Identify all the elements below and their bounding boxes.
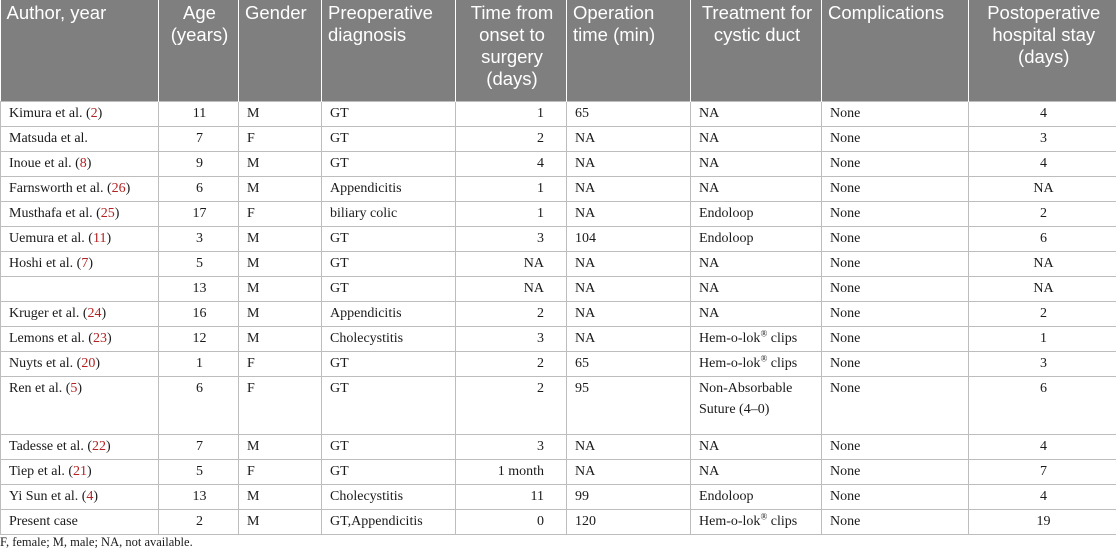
author-name: Lemons et al. (: [9, 330, 93, 346]
onset-cell: 2: [456, 301, 567, 326]
author-cell: [1, 251, 159, 276]
author-name: Tiep et al. (: [9, 463, 74, 479]
age-cell: 7: [159, 434, 239, 459]
optime-cell: NA: [567, 459, 691, 484]
stay-cell: 2: [969, 201, 1116, 226]
treatment-cell: Endoloop: [691, 201, 822, 226]
reference-close-paren: ): [125, 180, 131, 196]
col-header-complications: Complications: [822, 0, 969, 101]
gender-cell: M: [239, 509, 322, 534]
diagnosis-cell: GT: [322, 226, 456, 251]
age-cell: 11: [159, 101, 239, 126]
author-cell: [1, 276, 159, 301]
age-cell: 3: [159, 226, 239, 251]
age-cell: 7: [159, 126, 239, 151]
reference-close-paren: ): [106, 330, 112, 346]
age-cell: 16: [159, 301, 239, 326]
complications-cell: None: [822, 176, 969, 201]
gender-cell: M: [239, 276, 322, 301]
gender-cell: M: [239, 301, 322, 326]
gender-cell: F: [239, 376, 322, 434]
treatment-cell: NA: [691, 459, 822, 484]
diagnosis-cell: Cholecystitis: [322, 326, 456, 351]
age-cell: 13: [159, 276, 239, 301]
optime-cell: NA: [567, 151, 691, 176]
table-row: [1, 201, 1116, 226]
stay-cell: 1: [969, 326, 1116, 351]
onset-cell: 1: [456, 101, 567, 126]
treatment-cell: NA: [691, 151, 822, 176]
optime-cell: 65: [567, 101, 691, 126]
treatment-cell: NA: [691, 301, 822, 326]
age-cell: 6: [159, 176, 239, 201]
treatment-cell: Non-Absorbable Suture (4–0): [691, 376, 822, 434]
reference-close-paren: ): [93, 488, 99, 504]
gender-cell: F: [239, 126, 322, 151]
table-row: [1, 276, 1116, 301]
reference-close-paren: ): [95, 355, 100, 371]
optime-cell: 120: [567, 509, 691, 534]
col-header-treatment: Treatment for cystic duct: [691, 0, 822, 101]
author-cell: [1, 176, 159, 201]
optime-cell: 104: [567, 226, 691, 251]
optime-cell: 99: [567, 484, 691, 509]
gender-cell: F: [239, 459, 322, 484]
reference-link[interactable]: 11: [92, 230, 107, 246]
col-header-hospital-stay: Postoperative hospital stay (days): [969, 0, 1116, 101]
stay-cell: 4: [969, 151, 1116, 176]
col-header-diagnosis: Preoperative diagnosis: [322, 0, 456, 101]
reference-close-paren: ): [105, 438, 111, 454]
complications-cell: None: [822, 484, 969, 509]
complications-cell: None: [822, 326, 969, 351]
author-name: Tadesse et al. (: [9, 438, 92, 454]
reference-close-paren: ): [88, 255, 93, 271]
diagnosis-cell: GT: [322, 459, 456, 484]
table-row: [1, 376, 1116, 434]
table-row: [1, 301, 1116, 326]
onset-cell: 4: [456, 151, 567, 176]
author-cell: [1, 101, 159, 126]
author-name: Present case: [9, 513, 78, 529]
treatment-cell: NA: [691, 101, 822, 126]
gender-cell: M: [239, 326, 322, 351]
stay-cell: 4: [969, 434, 1116, 459]
gender-cell: M: [239, 226, 322, 251]
optime-cell: NA: [567, 251, 691, 276]
table-row: [1, 484, 1116, 509]
author-name: Matsuda et al.: [9, 130, 88, 146]
col-header-author: Author, year: [1, 0, 159, 101]
reference-close-paren: ): [87, 463, 92, 479]
author-cell: [1, 151, 159, 176]
onset-cell: 2: [456, 351, 567, 376]
author-cell: [1, 376, 159, 434]
stay-cell: 4: [969, 101, 1116, 126]
author-cell: [1, 126, 159, 151]
author-name: Musthafa et al. (: [9, 205, 101, 221]
treatment-text: clips: [767, 513, 798, 529]
complications-cell: None: [822, 251, 969, 276]
reference-close-paren: ): [77, 380, 83, 396]
diagnosis-cell: GT: [322, 151, 456, 176]
diagnosis-cell: Cholecystitis: [322, 484, 456, 509]
reference-link[interactable]: 2: [90, 105, 98, 121]
table-footnote: F, female; M, male; NA, not available.: [0, 535, 193, 549]
gender-cell: M: [239, 484, 322, 509]
complications-cell: None: [822, 101, 969, 126]
diagnosis-cell: GT: [322, 251, 456, 276]
author-name: Farnsworth et al. (: [9, 180, 112, 196]
header-row: [1, 0, 1116, 101]
complications-cell: None: [822, 376, 969, 434]
col-header-operation-time: Operation time (min): [567, 0, 691, 101]
gender-cell: M: [239, 434, 322, 459]
complications-cell: None: [822, 509, 969, 534]
age-cell: 5: [159, 251, 239, 276]
age-cell: 2: [159, 509, 239, 534]
onset-cell: 3: [456, 226, 567, 251]
reference-link[interactable]: 5: [70, 380, 78, 396]
treatment-cell: NA: [691, 276, 822, 301]
reference-close-paren: ): [101, 305, 107, 321]
stay-cell: 6: [969, 376, 1116, 434]
author-name: Uemura et al. (: [9, 230, 93, 246]
reference-link[interactable]: 22: [91, 438, 106, 454]
optime-cell: NA: [567, 276, 691, 301]
table-row: [1, 509, 1116, 534]
table-row: [1, 326, 1116, 351]
reference-close-paren: ): [106, 230, 112, 246]
author-name: Kruger et al. (: [9, 305, 88, 321]
diagnosis-cell: GT: [322, 276, 456, 301]
author-cell: [1, 434, 159, 459]
onset-cell: NA: [456, 251, 567, 276]
stay-cell: NA: [969, 251, 1116, 276]
optime-cell: NA: [567, 326, 691, 351]
age-cell: 12: [159, 326, 239, 351]
treatment-cell: Endoloop: [691, 226, 822, 251]
col-header-onset: Time from onset to surgery (days): [456, 0, 567, 101]
table-row: [1, 351, 1116, 376]
reference-link[interactable]: 26: [111, 180, 126, 196]
diagnosis-cell: biliary colic: [322, 201, 456, 226]
author-cell: [1, 351, 159, 376]
treatment-text: Hem-o-lok: [699, 513, 761, 529]
gender-cell: M: [239, 251, 322, 276]
age-cell: 13: [159, 484, 239, 509]
treatment-cell: NA: [691, 176, 822, 201]
treatment-text: Hem-o-lok: [699, 330, 761, 346]
author-cell: [1, 326, 159, 351]
stay-cell: 3: [969, 351, 1116, 376]
optime-cell: NA: [567, 301, 691, 326]
reference-link[interactable]: 24: [87, 305, 102, 321]
author-cell: [1, 484, 159, 509]
author-name: Yi Sun et al. (: [9, 488, 87, 504]
complications-cell: None: [822, 459, 969, 484]
stay-cell: NA: [969, 276, 1116, 301]
optime-cell: NA: [567, 126, 691, 151]
author-cell: [1, 301, 159, 326]
complications-cell: None: [822, 351, 969, 376]
table-row: [1, 151, 1116, 176]
diagnosis-cell: Appendicitis: [322, 301, 456, 326]
author-cell: [1, 459, 159, 484]
treatment-cell: NA: [691, 251, 822, 276]
stay-cell: 4: [969, 484, 1116, 509]
author-name: Kimura et al. (: [9, 105, 91, 121]
treatment-text: clips: [767, 355, 798, 371]
age-cell: 5: [159, 459, 239, 484]
complications-cell: None: [822, 126, 969, 151]
reference-link[interactable]: 25: [100, 205, 115, 221]
table-row: [1, 459, 1116, 484]
gender-cell: M: [239, 176, 322, 201]
stay-cell: NA: [969, 176, 1116, 201]
table-row: [1, 226, 1116, 251]
reference-close-paren: ): [86, 155, 92, 171]
author-cell: [1, 226, 159, 251]
reference-link[interactable]: 4: [86, 488, 94, 504]
reference-link[interactable]: 7: [81, 255, 89, 271]
reference-link[interactable]: 20: [81, 355, 96, 371]
gender-cell: F: [239, 351, 322, 376]
col-header-age: Age (years): [159, 0, 239, 101]
onset-cell: NA: [456, 276, 567, 301]
table-row: [1, 251, 1116, 276]
onset-cell: 2: [456, 376, 567, 434]
treatment-cell: [691, 326, 822, 351]
complications-cell: None: [822, 434, 969, 459]
author-cell: [1, 201, 159, 226]
table-body: [1, 101, 1116, 534]
age-cell: 17: [159, 201, 239, 226]
complications-cell: None: [822, 226, 969, 251]
table-row: [1, 126, 1116, 151]
reference-link[interactable]: 21: [73, 463, 88, 479]
reference-close-paren: ): [97, 105, 103, 121]
optime-cell: 95: [567, 376, 691, 434]
complications-cell: None: [822, 276, 969, 301]
onset-cell: 0: [456, 509, 567, 534]
optime-cell: 65: [567, 351, 691, 376]
onset-cell: 1: [456, 176, 567, 201]
treatment-cell: [691, 351, 822, 376]
stay-cell: 6: [969, 226, 1116, 251]
author-name: Ren et al. (: [9, 380, 71, 396]
table-row: [1, 101, 1116, 126]
registered-mark: ®: [760, 352, 768, 363]
optime-cell: NA: [567, 434, 691, 459]
diagnosis-cell: GT: [322, 434, 456, 459]
optime-cell: NA: [567, 176, 691, 201]
treatment-cell: NA: [691, 434, 822, 459]
optime-cell: NA: [567, 201, 691, 226]
complications-cell: None: [822, 151, 969, 176]
onset-cell: 1 month: [456, 459, 567, 484]
reference-link[interactable]: 8: [79, 155, 87, 171]
onset-cell: 1: [456, 201, 567, 226]
author-cell: [1, 509, 159, 534]
onset-cell: 3: [456, 326, 567, 351]
author-name: Hoshi et al. (: [9, 255, 82, 271]
reference-link[interactable]: 23: [92, 330, 107, 346]
reference-close-paren: ): [114, 205, 120, 221]
stay-cell: 2: [969, 301, 1116, 326]
treatment-cell: NA: [691, 126, 822, 151]
gender-cell: F: [239, 201, 322, 226]
complications-cell: None: [822, 301, 969, 326]
onset-cell: 3: [456, 434, 567, 459]
complications-cell: None: [822, 201, 969, 226]
registered-mark: ®: [760, 327, 768, 338]
stay-cell: 3: [969, 126, 1116, 151]
table-row: [1, 434, 1116, 459]
diagnosis-cell: GT: [322, 376, 456, 434]
diagnosis-cell: GT: [322, 351, 456, 376]
onset-cell: 11: [456, 484, 567, 509]
gender-cell: M: [239, 101, 322, 126]
diagnosis-cell: GT: [322, 101, 456, 126]
diagnosis-cell: GT: [322, 126, 456, 151]
treatment-cell: Endoloop: [691, 484, 822, 509]
treatment-text: clips: [767, 330, 798, 346]
col-header-gender: Gender: [239, 0, 322, 101]
age-cell: 1: [159, 351, 239, 376]
table-row: [1, 176, 1116, 201]
registered-mark: ®: [760, 510, 768, 521]
age-cell: 9: [159, 151, 239, 176]
gender-cell: M: [239, 151, 322, 176]
stay-cell: 7: [969, 459, 1116, 484]
treatment-text: Hem-o-lok: [699, 355, 761, 371]
onset-cell: 2: [456, 126, 567, 151]
treatment-cell: [691, 509, 822, 534]
stay-cell: 19: [969, 509, 1116, 534]
age-cell: 6: [159, 376, 239, 434]
diagnosis-cell: Appendicitis: [322, 176, 456, 201]
author-name: Inoue et al. (: [9, 155, 80, 171]
author-name: Nuyts et al. (: [9, 355, 82, 371]
diagnosis-cell: GT,Appendicitis: [322, 509, 456, 534]
